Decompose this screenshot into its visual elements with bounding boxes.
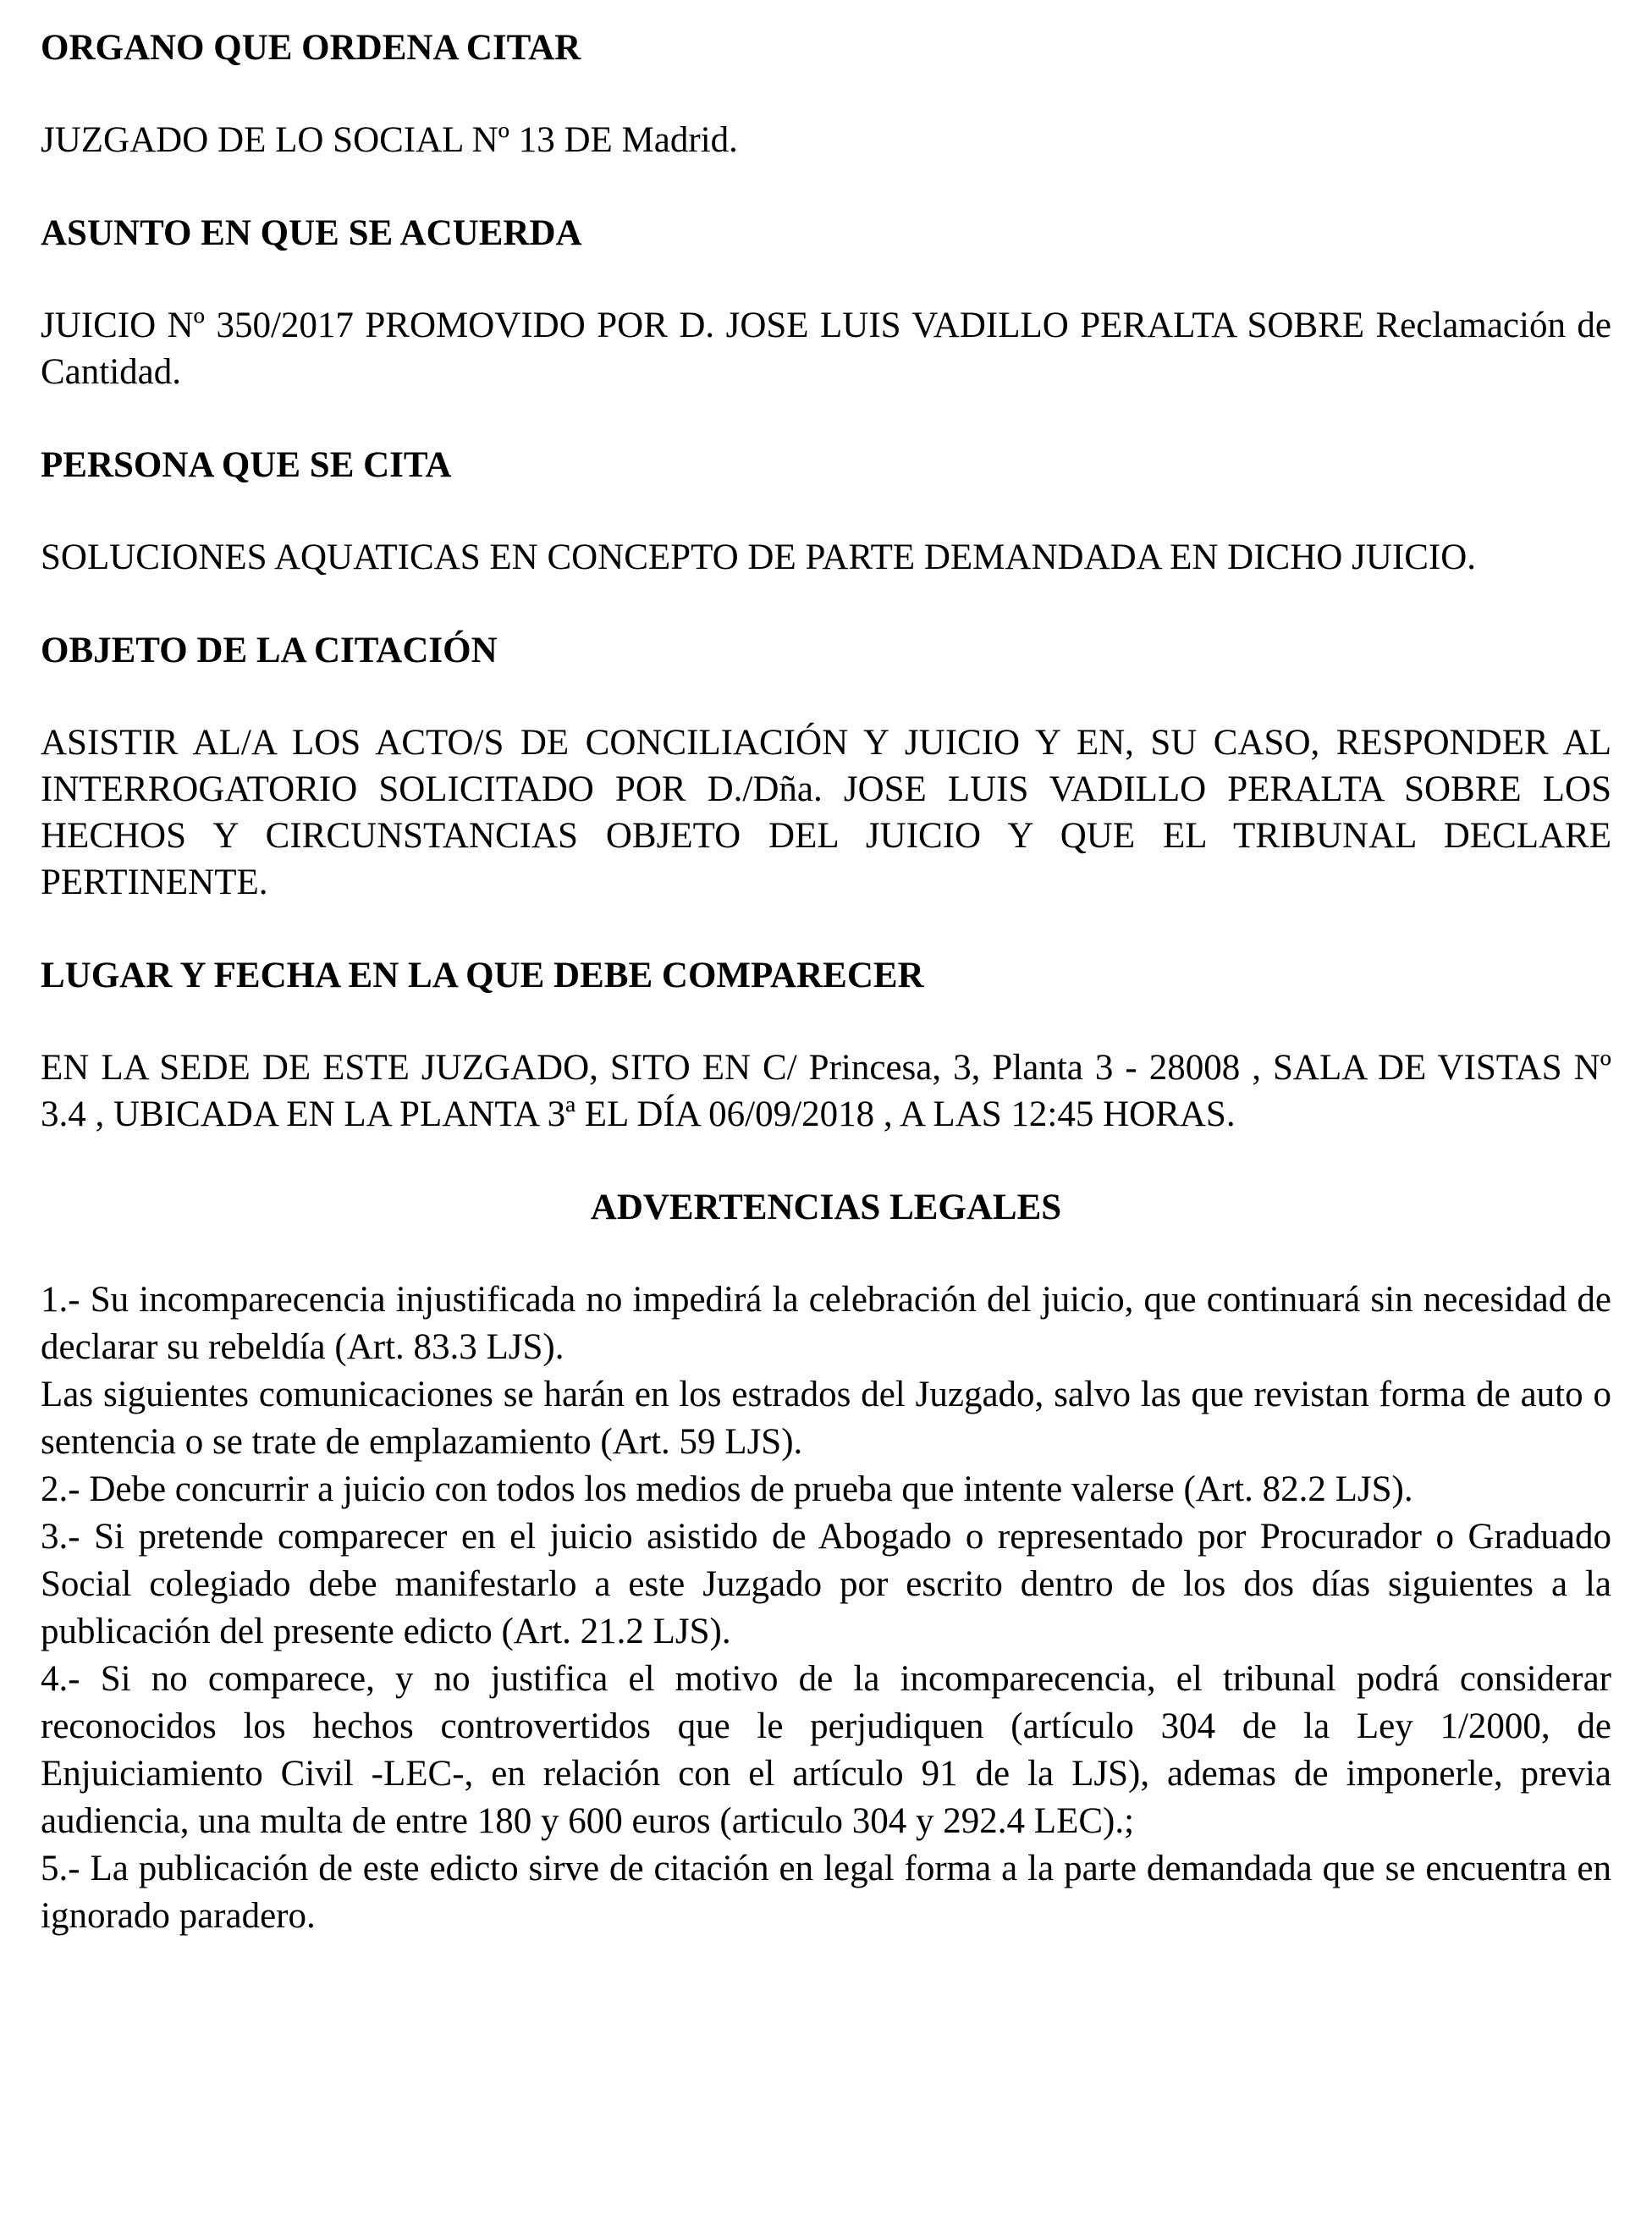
section-text-lugar: EN LA SEDE DE ESTE JUZGADO, SITO EN C/ Princesa, 3, Planta 3 - 28008 , SALA DE VISTAS Nº 3.4 , UBICADA EN LA PLANTA 3ª EL DÍA 06/09/2018 , A LAS 12:45 HORAS.: [41, 1048, 1611, 1134]
legal-warnings-title: ADVERTENCIAS LEGALES: [590, 1188, 1062, 1227]
section-text-asunto: JUICIO Nº 350/2017 PROMOVIDO POR D. JOSE LUIS VADILLO PERALTA SOBRE Reclamación de Cantidad.: [41, 306, 1611, 392]
legal-item: 2.- Debe concurrir a juicio con todos los medios de prueba que intente valerse (Art. 82.2 LJS).: [41, 1469, 1413, 1509]
section-heading-lugar: LUGAR Y FECHA EN LA QUE DEBE COMPARECER: [41, 956, 924, 995]
section-heading-persona: PERSONA QUE SE CITA: [41, 445, 452, 485]
legal-warnings-list: [41, 1276, 1611, 1940]
section-heading-organo: ORGANO QUE ORDENA CITAR: [41, 28, 581, 68]
document-page: [41, 25, 1611, 1940]
legal-item: 3.- Si pretende comparecer en el juicio asistido de Abogado o representado por Procurador o Graduado Social colegiado debe manifestarlo a este Juzgado por escrito dentro de los dos días siguientes a la publicación del presente edicto (Art. 21.2 LJS).: [41, 1517, 1611, 1651]
legal-item: Las siguientes comunicaciones se harán en los estrados del Juzgado, salvo las que revistan forma de auto o sentencia o se trate de emplazamiento (Art. 59 LJS).: [41, 1375, 1611, 1462]
legal-item: 5.- La publicación de este edicto sirve de citación en legal forma a la parte demandada que se encuentra en ignorado paradero.: [41, 1849, 1611, 1936]
section-text-persona: SOLUCIONES AQUATICAS EN CONCEPTO DE PARTE DEMANDADA EN DICHO JUICIO.: [41, 537, 1477, 577]
legal-item: 1.- Su incomparecencia injustificada no impedirá la celebración del juicio, que continuará sin necesidad de declarar su rebeldía (Art. 83.3 LJS).: [41, 1280, 1611, 1367]
section-heading-objeto: OBJETO DE LA CITACIÓN: [41, 631, 498, 670]
legal-item: 4.- Si no comparece, y no justifica el motivo de la incomparecencia, el tribunal podrá considerar reconocidos los hechos controvertidos que le perjudiquen (artículo 304 de la Ley 1/2000, de Enjuiciamiento Civil -LEC-, en relación con el artículo 91 de la LJS), ademas de imponerle, previa audiencia, una multa de entre 180 y 600 euros (articulo 304 y 292.4 LEC).;: [41, 1659, 1611, 1841]
section-text-objeto: ASISTIR AL/A LOS ACTO/S DE CONCILIACIÓN Y JUICIO Y EN, SU CASO, RESPONDER AL INTERROGATORIO SOLICITADO POR D./Dña. JOSE LUIS VADILLO PERALTA SOBRE LOS HECHOS Y CIRCUNSTANCIAS OBJETO DEL JUICIO Y QUE EL TRIBUNAL DECLARE PERTINENTE.: [41, 723, 1611, 902]
section-text-organo: JUZGADO DE LO SOCIAL Nº 13 DE Madrid.: [41, 120, 738, 160]
section-heading-asunto: ASUNTO EN QUE SE ACUERDA: [41, 213, 582, 253]
